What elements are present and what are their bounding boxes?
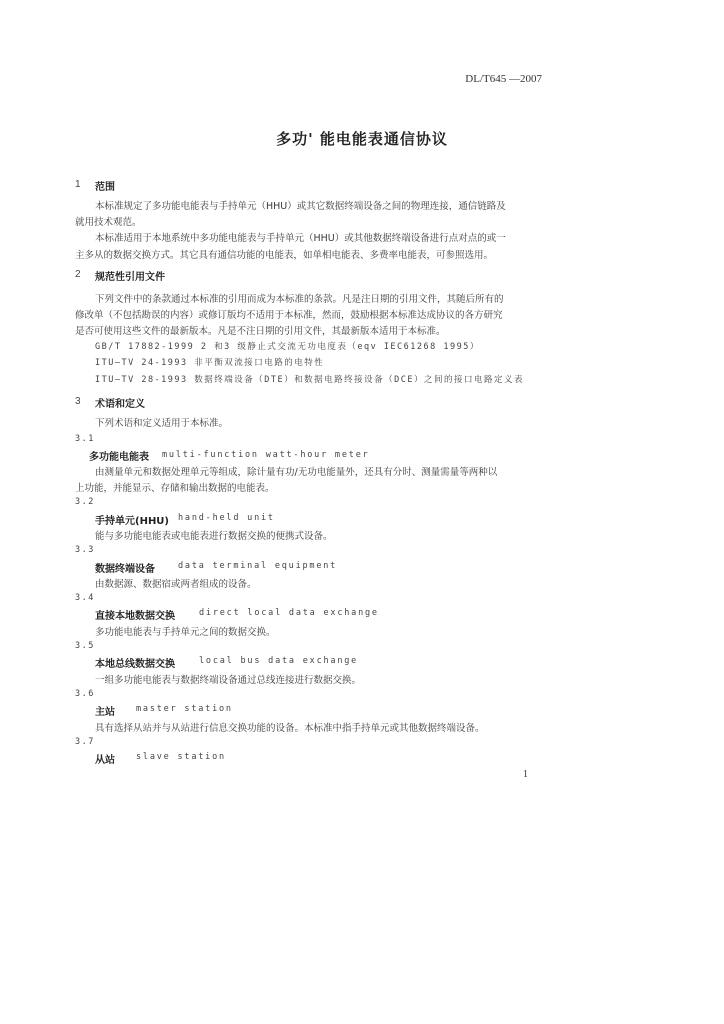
- section-1-paragraph-1-line-1: 本标准规定了多功能电能表与手持单元（HHU）或其它数据终端设备之间的物理连接，通信链路及: [95, 201, 506, 212]
- term-3-3-number: 3.3: [75, 545, 95, 555]
- term-3-1-english: multi-function watt-hour meter: [162, 450, 370, 460]
- section-2-paragraph-line-1: 下列文件中的条款通过本标准的引用而成为本标准的条款。凡是注日期的引用文件，其随后所有的: [95, 294, 504, 305]
- term-3-1-number: 3.1: [75, 434, 95, 444]
- section-1-paragraph-2-line-2: 主多从的数据交换方式。其它具有通信功能的电能表，如单相电能表、多费率电能表，可参照选用。: [75, 250, 494, 261]
- term-3-1-definition-line-2: 上功能，并能显示、存储和输出数据的电能表。: [75, 483, 275, 494]
- term-3-7-number: 3.7: [75, 737, 95, 747]
- section-1-title: 范围: [95, 182, 115, 193]
- document-title: 多功' 能电能表通信协议: [276, 130, 448, 148]
- term-3-2-number: 3.2: [75, 497, 95, 507]
- term-3-3-chinese: 数据终端设备: [95, 564, 155, 575]
- term-3-6-english: master station: [136, 704, 233, 714]
- term-3-4-chinese: 直接本地数据交换: [95, 611, 175, 622]
- term-3-1-chinese: 多功能电能表: [89, 452, 149, 463]
- term-3-6-number: 3.6: [75, 689, 95, 699]
- term-3-3-english: data terminal equipment: [178, 561, 338, 571]
- page-number: 1: [523, 769, 528, 780]
- section-1-number: 1: [75, 179, 81, 190]
- section-2-title: 规范性引用文件: [95, 272, 165, 283]
- term-3-5-chinese: 本地总线数据交换: [95, 659, 175, 670]
- section-1-paragraph-2-line-1: 本标准适用于本地系统中多功能电能表与手持单元（HHU）或其他数据终端设备进行点对点的或一: [95, 233, 506, 244]
- term-3-7-english: slave station: [136, 752, 226, 762]
- term-3-4-definition: 多功能电能表与手持单元之间的数据交换。: [95, 627, 276, 638]
- term-3-4-number: 3.4: [75, 593, 95, 603]
- term-3-5-number: 3.5: [75, 641, 95, 651]
- section-3-number: 3: [75, 396, 81, 407]
- term-3-3-definition: 由数据源、数据宿或两者组成的设备。: [95, 579, 257, 590]
- term-3-5-english: local bus data exchange: [199, 656, 359, 666]
- term-3-2-definition: 能与多功能电能表或电能表进行数据交换的便携式设备。: [95, 531, 333, 542]
- document-code: DL/T645 —2007: [465, 73, 542, 85]
- section-3-title: 术语和定义: [95, 399, 145, 410]
- section-3-intro: 下列术语和定义适用于本标准。: [95, 418, 229, 429]
- term-3-4-english: direct local data exchange: [199, 608, 379, 618]
- section-2-number: 2: [75, 269, 81, 280]
- term-3-1-definition-line-1: 由测量单元和数据处理单元等组成，除计量有功/无功电能量外，还具有分时、测量需量等两种以: [95, 467, 498, 478]
- reference-gbt-17882: GB/T 17882-1999 2 和3 级静止式交流无功电度表（eqv IEC61268 1995）: [95, 342, 480, 352]
- term-3-5-definition: 一组多功能电能表与数据终端设备通过总线连接进行数据交换。: [95, 675, 362, 686]
- section-2-paragraph-line-3: 是否可使用这些文件的最新版本。凡是不注日期的引用文件，其最新版本适用于本标准。: [75, 326, 446, 337]
- section-2-paragraph-line-2: 修改单（不包括勘误的内容）或修订版均不适用于本标准，然而，鼓励根据本标准达成协议的各方研究: [75, 310, 503, 321]
- section-1-paragraph-1-line-2: 就用技术观范。: [75, 217, 142, 228]
- reference-itu-v28: ITU—TV 28-1993 数据终端设备（DTE）和数据电路终接设备（DCE）之间的接口电路定义表: [95, 375, 524, 385]
- reference-itu-v24: ITU—TV 24-1993 非平衡双流接口电路的电特性: [95, 358, 325, 368]
- term-3-6-chinese: 主站: [95, 707, 115, 718]
- term-3-2-chinese: 手持单元(HHU): [95, 516, 169, 527]
- term-3-7-chinese: 从站: [95, 755, 115, 766]
- term-3-2-english: hand-held unit: [178, 513, 275, 523]
- term-3-6-definition: 具有选择从站并与从站进行信息交换功能的设备。本标准中指手持单元或其他数据终端设备。: [95, 723, 485, 734]
